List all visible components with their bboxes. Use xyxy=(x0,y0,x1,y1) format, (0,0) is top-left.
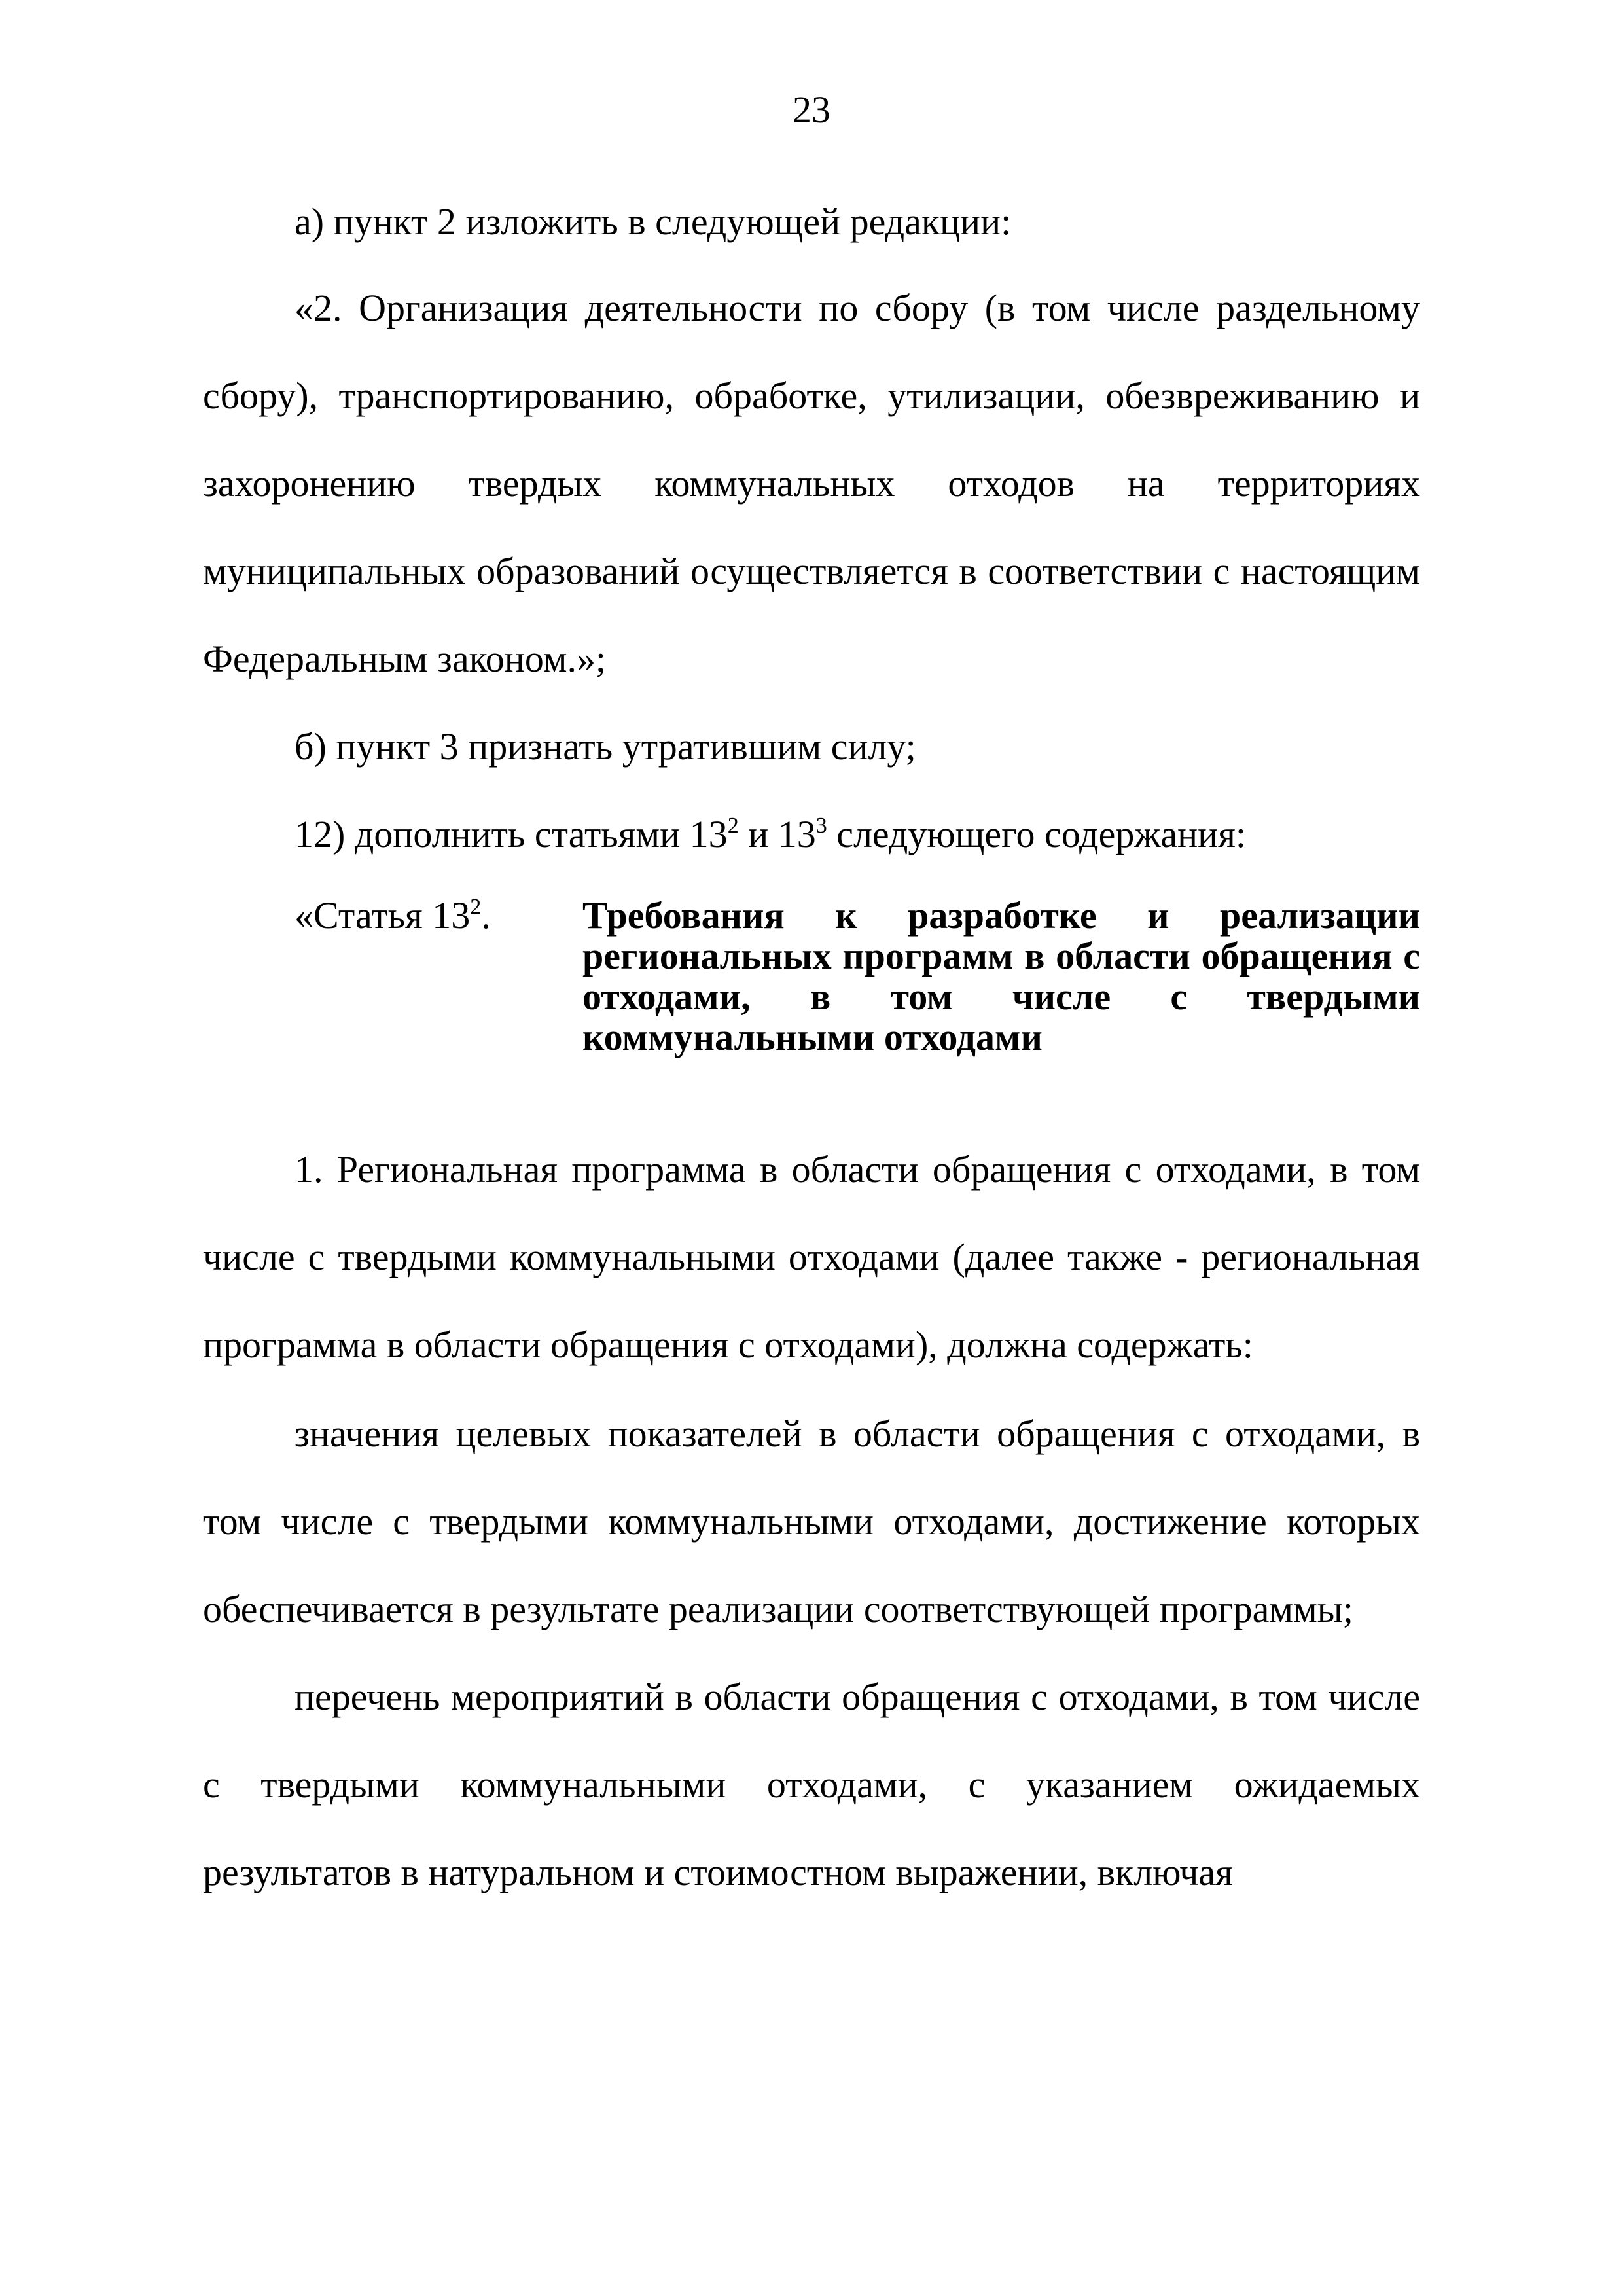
article-paragraph-2: значения целевых показателей в области обращения с отходами, в том числе с твердыми коммунальными отходами, достижение которых обеспечивается в результате реализации соответствующей программы; xyxy=(203,1412,1420,1630)
article-label-sup: 2 xyxy=(470,895,482,919)
article-title: Требования к разработке и реализации региональных программ в области обращения с отходами, в том числе с твердыми коммунальными отходами xyxy=(582,894,1420,1058)
article-body xyxy=(203,1126,1420,1389)
item12-sup-2: 3 xyxy=(815,814,827,838)
article-body-2 xyxy=(203,1390,1420,1653)
item12-start: 12) дополнить статьями 13 xyxy=(294,813,728,855)
article-label-suffix: . xyxy=(481,894,491,937)
article-paragraph-1: 1. Региональная программа в области обращения с отходами, в том числе с твердыми коммунальными отходами (далее также - региональная программа в области обращения с отходами), должна содержать: xyxy=(203,1148,1420,1366)
amendment-block xyxy=(203,264,1420,703)
item12-sup-1: 2 xyxy=(727,814,739,838)
item12-end: следующего содержания: xyxy=(827,813,1246,855)
article-label xyxy=(294,895,491,936)
article-label-prefix: «Статья 13 xyxy=(294,894,471,937)
article-paragraph-3: перечень мероприятий в области обращения с отходами, в том числе с твердыми коммунальными отходами, с указанием ожидаемых результатов в натуральном и стоимостном выражении, включая xyxy=(203,1676,1420,1893)
paragraph-a-intro: а) пункт 2 изложить в следующей редакции: xyxy=(294,200,1012,243)
paragraph-point-2: «2. Организация деятельности по сбору (в том числе раздельному сбору), транспортированию, обработке, утилизации, обезвреживанию и захоронению твердых коммунальных отходов на территориях муниципальных образований осуществляется в соответствии с настоящим Федеральным законом.»; xyxy=(203,287,1420,680)
item12-mid: и 13 xyxy=(738,813,816,855)
paragraph-item-12 xyxy=(203,791,1420,878)
paragraph-b: б) пункт 3 признать утратившим силу; xyxy=(294,725,916,768)
article-body-3 xyxy=(203,1653,1420,1916)
page-number: 23 xyxy=(793,88,830,131)
